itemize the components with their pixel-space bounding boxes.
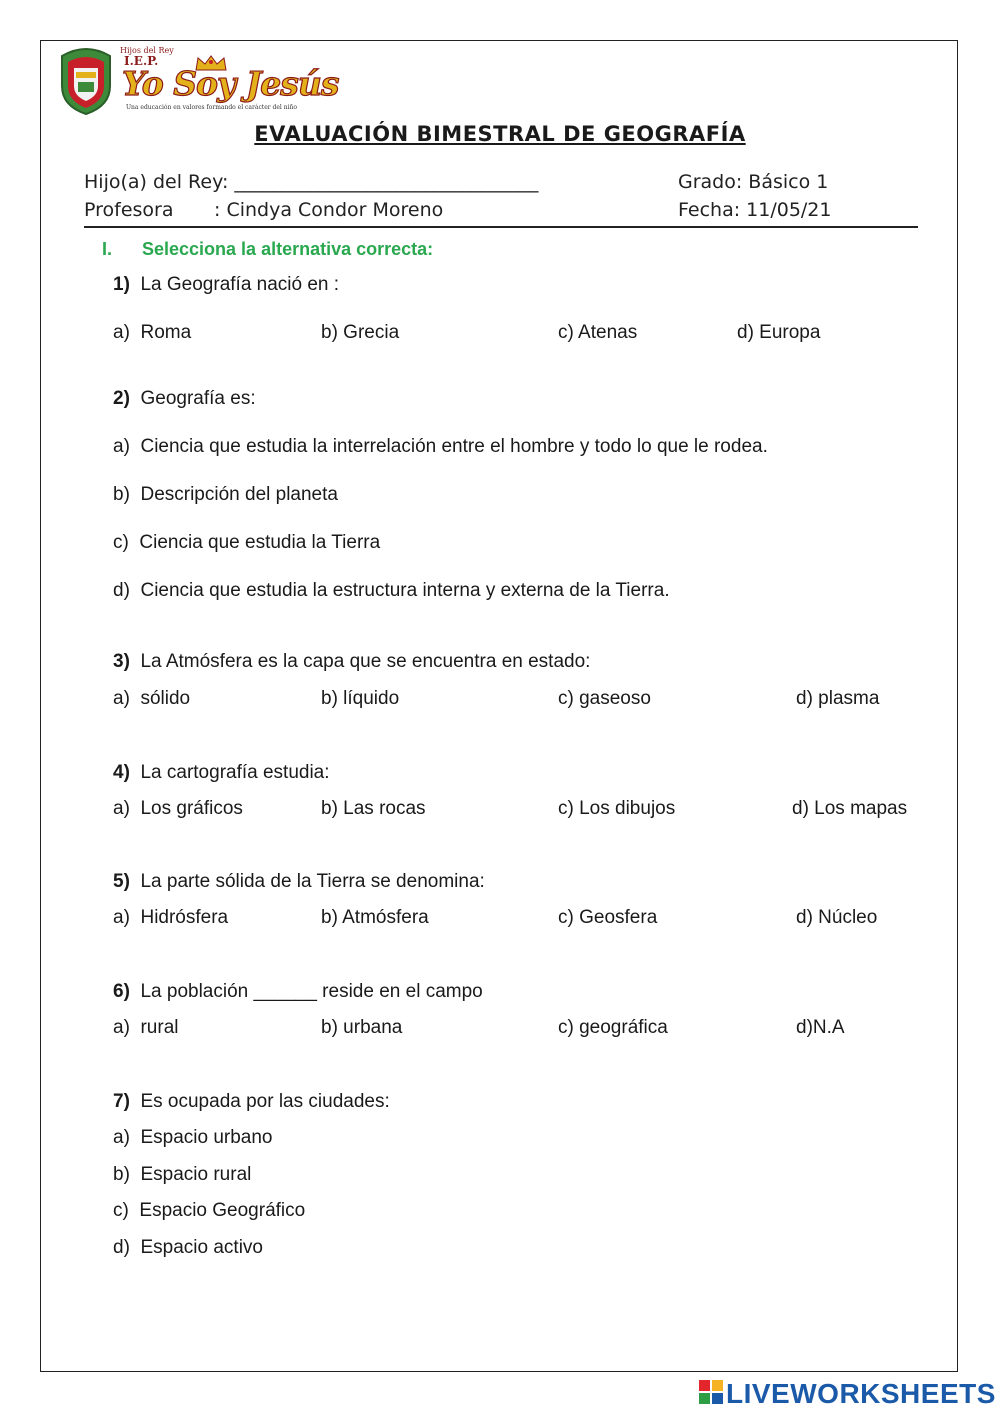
q4-option-d[interactable]: d) Los mapas (792, 798, 908, 819)
question-number: 4) (113, 762, 130, 783)
q6-option-a[interactable]: a) rural (113, 1017, 179, 1038)
q7-option-c[interactable]: c) Espacio Geográfico (113, 1200, 306, 1221)
question-text: La Geografía nació en : (140, 274, 340, 295)
question-number: 2) (113, 388, 130, 409)
question-3 (113, 651, 590, 673)
question-2 (113, 388, 256, 410)
question-text: La Atmósfera es la capa que se encuentra en estado: (140, 651, 591, 672)
q4-option-b[interactable]: b) Las rocas (321, 798, 426, 819)
q4-option-c[interactable]: c) Los dibujos (558, 798, 676, 819)
logo-tagline: Una educación en valores formando el carácter del niño (126, 104, 298, 111)
q1-option-c[interactable]: c) Atenas (558, 322, 638, 343)
q3-option-d[interactable]: d) plasma (796, 688, 880, 709)
question-text: La parte sólida de la Tierra se denomina: (140, 871, 485, 892)
liveworksheets-text: LIVEWORKSHEETS (726, 1378, 996, 1409)
q5-option-d[interactable]: d) Núcleo (796, 907, 878, 928)
section-heading (102, 239, 433, 260)
section-number: I. (102, 239, 113, 259)
q1-option-a[interactable]: a) Roma (113, 322, 192, 343)
question-number: 5) (113, 871, 130, 892)
q3-option-a[interactable]: a) sólido (113, 688, 191, 709)
q2-option-c[interactable]: c) Ciencia que estudia la Tierra (113, 532, 381, 553)
question-7 (113, 1091, 390, 1113)
logo-small-top: Hijos del Rey (120, 46, 174, 55)
q2-option-a[interactable]: a) Ciencia que estudia la interrelación entre el hombre y todo lo que le rodea. (113, 436, 768, 457)
page-title: EVALUACIÓN BIMESTRAL DE GEOGRAFÍA (254, 122, 746, 146)
question-text: La población ______ reside en el campo (140, 981, 483, 1002)
q3-option-b[interactable]: b) líquido (321, 688, 400, 709)
logo-iep: I.E.P. (124, 54, 159, 68)
q6-option-c[interactable]: c) geográfica (558, 1017, 668, 1038)
question-text: Geografía es: (140, 388, 256, 409)
question-number: 3) (113, 651, 130, 672)
date-label: Fecha: 11/05/21 (678, 199, 832, 221)
teacher-name: : Cindya Condor Moreno (214, 199, 444, 221)
q7-option-d[interactable]: d) Espacio activo (113, 1237, 263, 1258)
q1-option-b[interactable]: b) Grecia (321, 322, 400, 343)
question-text: Es ocupada por las ciudades: (140, 1091, 390, 1112)
q7-option-a[interactable]: a) Espacio urbano (113, 1127, 273, 1148)
question-number: 6) (113, 981, 130, 1002)
q4-option-a[interactable]: a) Los gráficos (113, 798, 243, 819)
school-crest-logo (56, 46, 116, 121)
q5-option-a[interactable]: a) Hidrósfera (113, 907, 229, 928)
section-title: Selecciona la alternativa correcta: (142, 239, 434, 259)
teacher-label: Profesora (84, 199, 174, 221)
liveworksheets-brand[interactable] (698, 1378, 996, 1410)
q6-option-b[interactable]: b) urbana (321, 1017, 403, 1038)
q6-option-d[interactable]: d)N.A (796, 1017, 845, 1038)
question-1 (113, 274, 339, 296)
q1-option-d[interactable]: d) Europa (737, 322, 821, 343)
q5-option-c[interactable]: c) Geosfera (558, 907, 658, 928)
header-divider (84, 226, 918, 228)
question-6 (113, 981, 483, 1003)
question-5 (113, 871, 485, 893)
grade-label: Grado: Básico 1 (678, 171, 829, 193)
student-name-field[interactable]: Hijo(a) del Rey: ________________________________ (84, 171, 539, 193)
q5-option-b[interactable]: b) Atmósfera (321, 907, 429, 928)
question-text: La cartografía estudia: (140, 762, 330, 783)
liveworksheets-logo-icon (698, 1379, 724, 1410)
q7-option-b[interactable]: b) Espacio rural (113, 1164, 252, 1185)
question-number: 7) (113, 1091, 130, 1112)
question-4 (113, 762, 330, 784)
q3-option-c[interactable]: c) gaseoso (558, 688, 651, 709)
q2-option-b[interactable]: b) Descripción del planeta (113, 484, 338, 505)
logo-name: Yo Soy Jesús (122, 64, 339, 103)
q2-option-d[interactable]: d) Ciencia que estudia la estructura interna y externa de la Tierra. (113, 580, 670, 601)
question-number: 1) (113, 274, 130, 295)
